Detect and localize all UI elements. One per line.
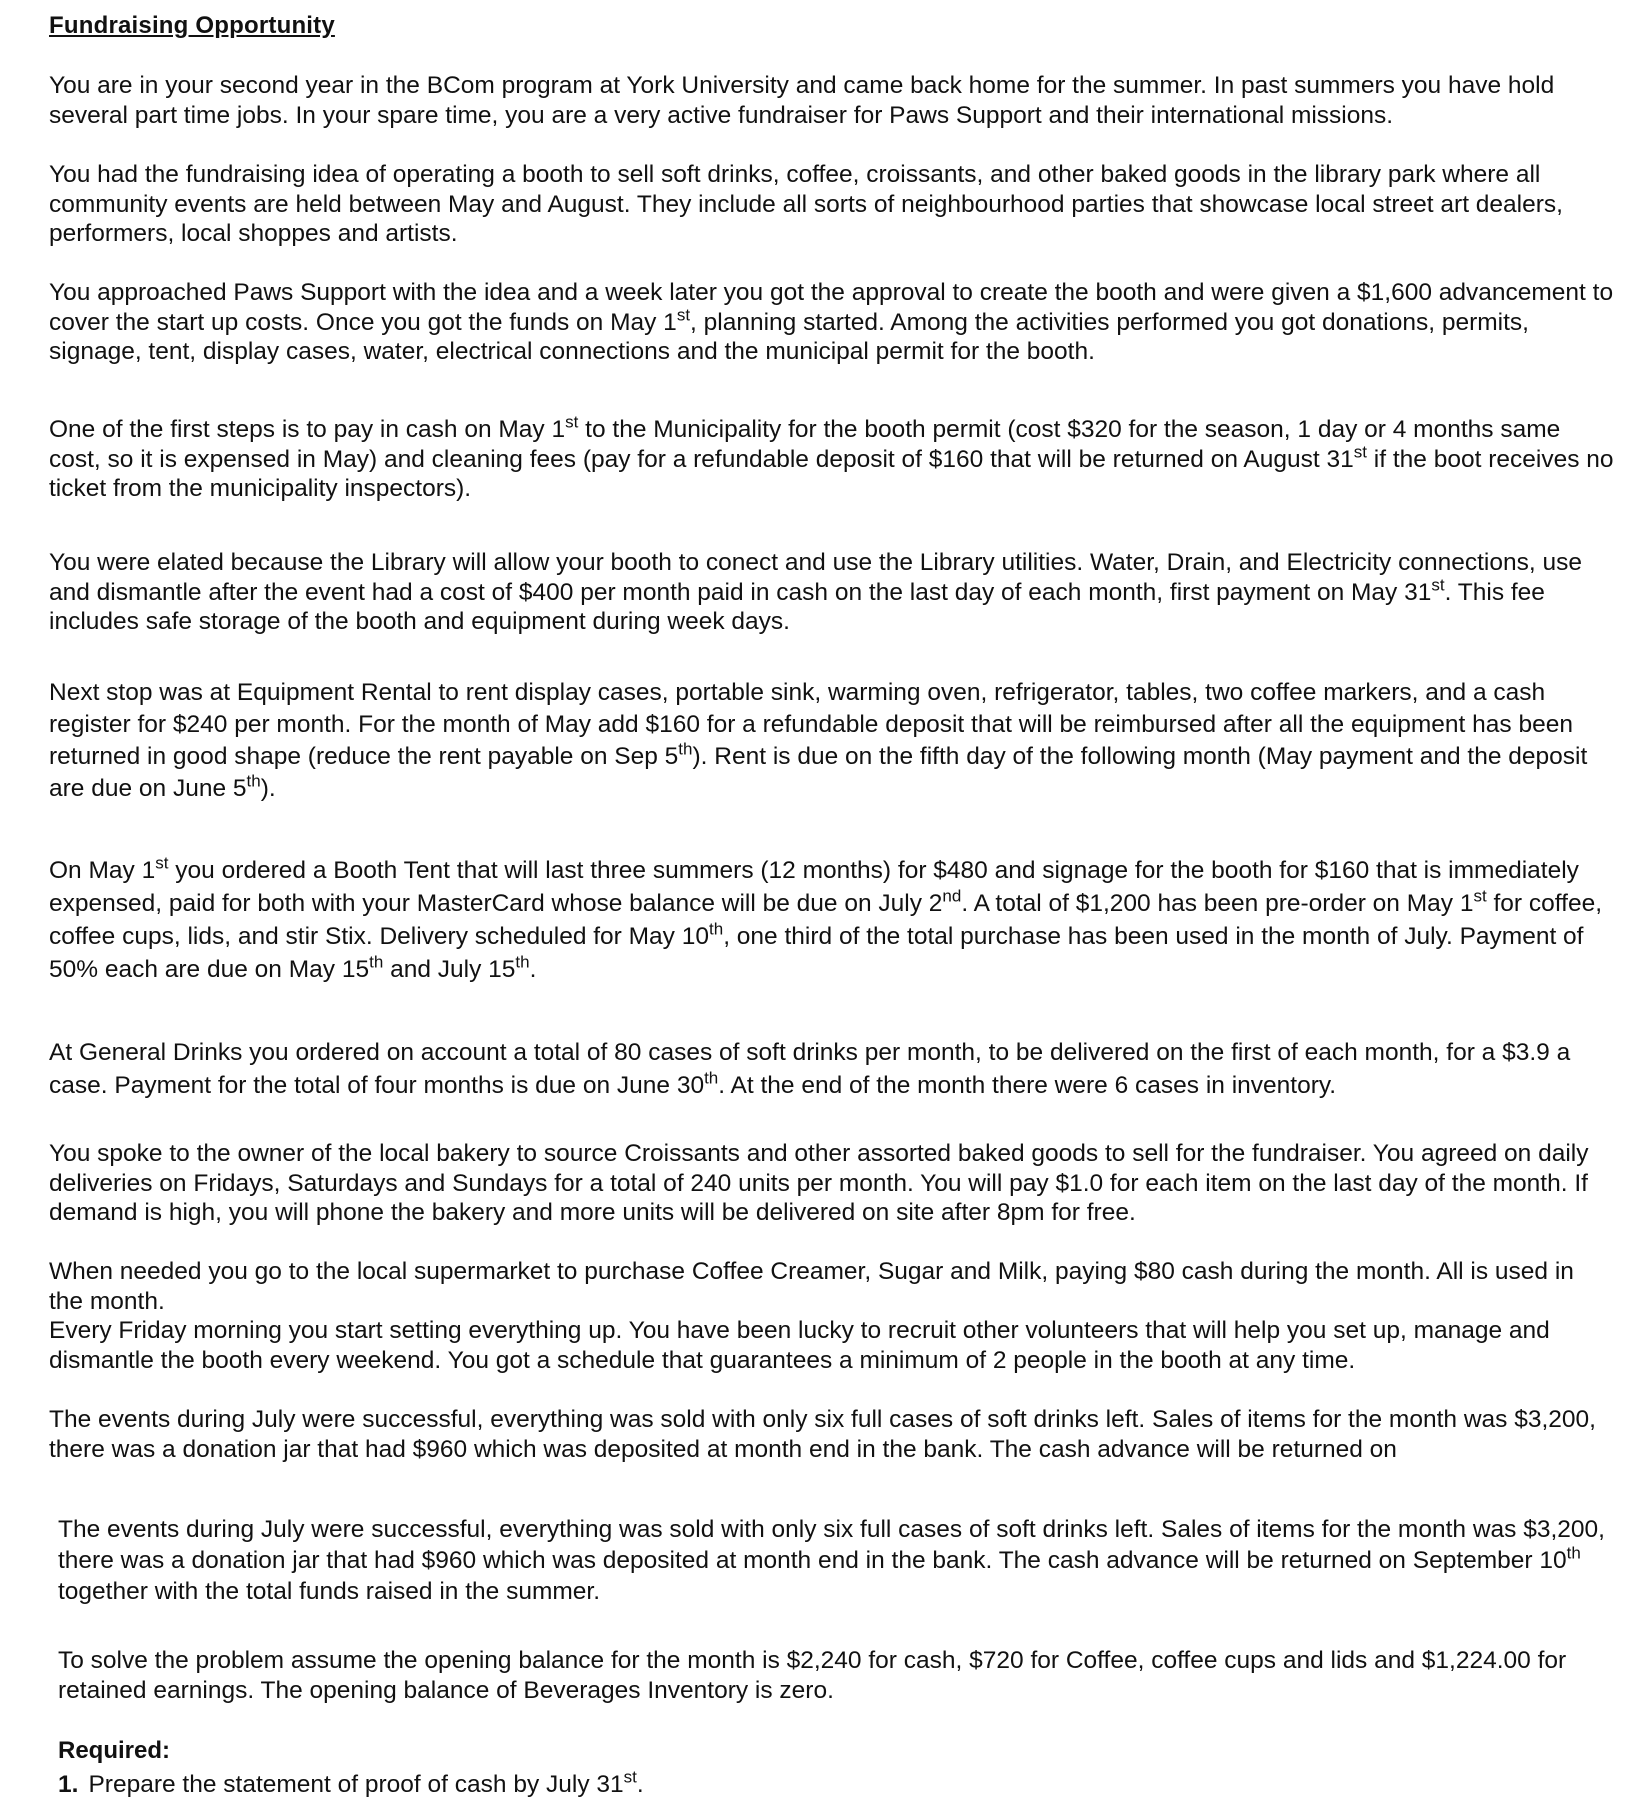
text-run: At General Drinks you ordered on account a total of 80 cases of soft drinks per month, to be delivered on the first of each month, for a $3.9 a case. Payment for the total of four months is due on June 30 [49, 1039, 1571, 1099]
paragraph-approval [49, 278, 1614, 367]
superscript: st [565, 412, 579, 432]
text-run: for coffee, coffee cups, lids, and stir Stix. Delivery scheduled for May 10 [49, 890, 1602, 950]
text-run: to the Municipality for the booth permit (cost $320 for the season, 1 day or 4 months same cost, so it is expensed in May) and cleaning fees (pay for a refundable deposit of $160 that will be returned on August 31 [49, 416, 1561, 473]
text-run: The events during July were successful, everything was sold with only six full cases of soft drinks left. Sales of items for the month was $3,200, there was a donation jar that had $960 which was deposited at month end in the bank. The cash advance will be returned on September 10 [58, 1516, 1605, 1574]
paragraph-booth-tent [49, 854, 1614, 986]
text-run: , planning started. Among the activities performed you got donations, permits, signage, tent, display cases, water, electrical connections and the municipal permit for the booth. [49, 308, 1529, 365]
text-run: . At the end of the month there were 6 cases in inventory. [718, 1072, 1337, 1099]
paragraph-supermarket: When needed you go to the local supermarket to purchase Coffee Creamer, Sugar and Milk, paying $80 cash during the month. All is used in the month. [49, 1258, 1574, 1315]
required-heading: Required: [58, 1737, 171, 1764]
superscript: th [1566, 1543, 1581, 1563]
text-run: if the boot receives no ticket from the municipality inspectors). [49, 445, 1614, 502]
superscript: st [623, 1767, 637, 1787]
paragraph-opening-balance: To solve the problem assume the opening balance for the month is $2,240 for cash, $720 for Coffee, coffee cups and lids and $1,224.00 for retained earnings. The opening balance of Beverages Inventory is zero. [58, 1647, 1567, 1704]
list-number: 1. [58, 1771, 79, 1798]
text-run: You approached Paws Support with the idea and a week later you got the approval to create the booth and were given a $1,600 advancement to cover the start up costs. Once you got the funds on May 1 [49, 279, 1614, 336]
paragraph-bakery: You spoke to the owner of the local bakery to source Croissants and other assorted baked goods to sell for the fundraiser. You agreed on daily deliveries on Fridays, Saturdays and Sundays for a total of 240 units per month. You will pay $1.0 for each item on the last day of the month. If demand is high, you will phone the bakery and more units will be delivered on site after 8pm for free. [49, 1140, 1589, 1226]
text-run: together with the total funds raised in the summer. [58, 1578, 601, 1605]
list-item-end: . [636, 1771, 644, 1798]
superscript: st [1431, 575, 1445, 595]
superscript: nd [942, 886, 962, 906]
paragraph-intro: You are in your second year in the BCom program at York University and came back home for the summer. In past summers you have hold several part time jobs. In your spare time, you are a very active fundraiser for Paws Support and their international missions. [49, 72, 1555, 129]
superscript: st [155, 853, 169, 873]
paragraph-volunteers: Every Friday morning you start setting everything up. You have been lucky to recruit other volunteers that will help you set up, manage and dismantle the booth every weekend. You got a schedule that guarantees a minimum of 2 people in the booth at any time. [49, 1317, 1550, 1374]
paragraph-july-events: The events during July were successful, everything was sold with only six full cases of soft drinks left. Sales of items for the month was $3,200, there was a donation jar that had $960 which was deposited at month end in the bank. The cash advance will be returned on [49, 1406, 1596, 1463]
text-run: ). [260, 775, 276, 802]
superscript: th [709, 919, 724, 939]
superscript: th [246, 771, 261, 791]
text-run: You were elated because the Library will allow your booth to conect and use the Library utilities. Water, Drain, and Electricity connections, use and dismantle after the event had a cost of $400 per month paid in cash on the last day of each month, first payment on May 31 [49, 549, 1582, 606]
text-run: Next stop was at Equipment Rental to rent display cases, portable sink, warming oven, refrigerator, tables, two coffee markers, and a cash register for $240 per month. For the month of May add $160 for a refundable deposit that will be reimbursed after all the equipment has been returned in good shape (reduce the rent payable on Sep 5 [49, 679, 1573, 770]
text-run: you ordered a Booth Tent that will last three summers (12 months) for $480 and signage for the booth for $160 that is immediately expensed, paid for both with your MasterCard whose balance will be due on July 2 [49, 857, 1579, 917]
superscript: th [678, 739, 693, 759]
superscript: st [676, 305, 691, 325]
superscript: th [704, 1068, 719, 1088]
page-title: Fundraising Opportunity [49, 12, 335, 39]
superscript: th [369, 952, 384, 972]
superscript: st [1473, 886, 1487, 906]
superscript: th [515, 952, 530, 972]
text-run: and July 15 [383, 956, 516, 983]
paragraph-soft-drinks [49, 1036, 1614, 1102]
required-item-1 [58, 1767, 644, 1800]
list-item-text: Prepare the statement of proof of cash by July 31 [88, 1771, 624, 1798]
paragraph-july-events-repeat [58, 1514, 1614, 1607]
paragraph-permit [49, 412, 1614, 504]
paragraph-equipment-rental [49, 677, 1614, 805]
text-run: . [529, 956, 537, 983]
text-run: . This fee includes safe storage of the booth and equipment during week days. [49, 578, 1545, 635]
text-run: , one third of the total purchase has been used in the month of July. Payment of 50% each are due on May 15 [49, 923, 1584, 983]
text-run: On May 1 [49, 857, 156, 884]
text-run: One of the first steps is to pay in cash on May 1 [49, 416, 566, 443]
paragraph-booth-idea: You had the fundraising idea of operating a booth to sell soft drinks, coffee, croissants, and other baked goods in the library park where all community events are held between May and August. They include all sorts of neighbourhood parties that showcase local street art dealers, performers, local shoppes and artists. [49, 161, 1563, 247]
superscript: st [1353, 442, 1367, 462]
text-run: ). Rent is due on the fifth day of the following month (May payment and the deposit are due on June 5 [49, 743, 1588, 802]
paragraph-utilities [49, 548, 1614, 637]
text-run: . A total of $1,200 has been pre-order on May 1 [961, 890, 1474, 917]
